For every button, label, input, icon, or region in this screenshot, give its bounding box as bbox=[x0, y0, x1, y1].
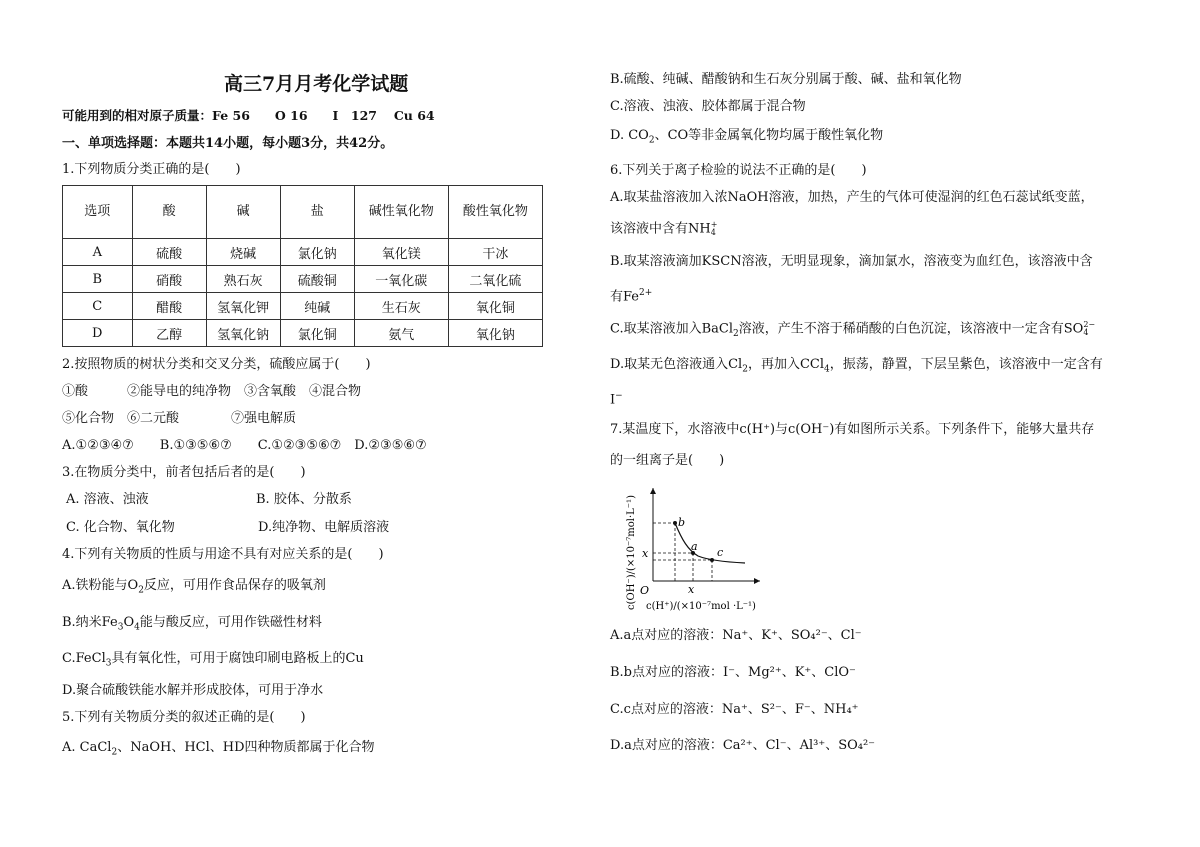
point-a-label: a bbox=[691, 540, 698, 553]
question-6-option-d-cont: I− bbox=[610, 391, 623, 408]
table-row bbox=[63, 293, 543, 320]
question-6-option-d: D.取某无色溶液通入$Cl_2$，再加入CCl$_4$，振荡，静置，下层呈紫色，该溶液中一定含有 bbox=[610, 357, 1103, 375]
x-tick-x: x bbox=[688, 583, 695, 596]
question-5-stem: 5.下列有关物质分类的叙述正确的是( ) bbox=[62, 710, 306, 725]
curve bbox=[675, 523, 745, 563]
atomic-mass-line: 可能用到的相对原子质量：Fe 56 O 16 I 127 Cu 64 bbox=[62, 108, 435, 123]
question-7-stem-cont: 的一组离子是( ) bbox=[610, 453, 725, 468]
table-cell: 生石灰 bbox=[354, 293, 448, 320]
question-2-stem: 2.按照物质的树状分类和交叉分类，硫酸应属于( ) bbox=[62, 357, 371, 372]
question-6-option-a-cont: 该溶液中含有NH + 4 bbox=[610, 220, 718, 237]
point-b-marker bbox=[673, 521, 677, 525]
table-header-cell: 碱 bbox=[206, 186, 280, 239]
x-axis-arrow bbox=[754, 578, 760, 584]
question-7-option-b: B.b点对应的溶液：I⁻、Mg²⁺、K⁺、ClO⁻ bbox=[610, 665, 856, 680]
table-cell: 氢氧化钾 bbox=[206, 293, 280, 320]
question-5-option-c: C.溶液、浊液、胶体都属于混合物 bbox=[610, 99, 806, 114]
question-1-stem: 1.下列物质分类正确的是( ) bbox=[62, 162, 241, 177]
table-header-cell: 选项 bbox=[63, 186, 133, 239]
table-cell: 烧碱 bbox=[206, 239, 280, 266]
question-7-stem: 7.某温度下，水溶液中c(H⁺)与c(OH⁻)有如图所示关系。下列条件下，能够大量共存 bbox=[610, 422, 1095, 437]
table-cell: B bbox=[63, 266, 133, 293]
question-4-option-a: A.铁粉能与$O_2$反应，可用作食品保存的吸氧剂 bbox=[62, 578, 326, 596]
question-3-option-c: C. 化合物、氧化物 bbox=[66, 520, 175, 535]
table-header-cell: 盐 bbox=[280, 186, 354, 239]
table-cell: C bbox=[63, 293, 133, 320]
x-axis-label: c(H⁺)/(×10⁻⁷mol ·L⁻¹) bbox=[646, 601, 756, 612]
table-header-cell: 碱性氧化物 bbox=[354, 186, 448, 239]
question-4-stem: 4.下列有关物质的性质与用途不具有对应关系的是( ) bbox=[62, 547, 384, 562]
question-4-option-c: C.FeCl$_3$具有氧化性，可用于腐蚀印刷电路板上的Cu bbox=[62, 651, 364, 669]
table-cell: 干冰 bbox=[448, 239, 542, 266]
table-cell: D bbox=[63, 320, 133, 347]
question-3-option-d: D.纯净物、电解质溶液 bbox=[258, 520, 390, 535]
table-row bbox=[63, 266, 543, 293]
table-cell: 氯化铜 bbox=[280, 320, 354, 347]
table-cell: 硫酸 bbox=[132, 239, 206, 266]
ion-product-graph bbox=[620, 478, 790, 618]
point-c-label: c bbox=[717, 546, 724, 559]
question-5-option-a: A. CaCl$_2$、NaOH、HCl、HD四种物质都属于化合物 bbox=[62, 740, 375, 758]
question-4-option-b: B.纳米$Fe_3O_4$能与酸反应，可用作铁磁性材料 bbox=[62, 615, 322, 633]
table-cell: 一氧化碳 bbox=[354, 266, 448, 293]
table-cell: 醋酸 bbox=[132, 293, 206, 320]
section-heading: 一、单项选择题：本题共14小题，每小题3分，共42分。 bbox=[62, 136, 394, 151]
table-cell: 氯化钠 bbox=[280, 239, 354, 266]
page-title: 高三7月月考化学试题 bbox=[224, 73, 409, 95]
origin-label: O bbox=[640, 584, 650, 597]
y-axis-label: c(OH⁻)/(×10⁻⁷mol·L⁻¹) bbox=[626, 495, 637, 610]
question-3-option-b: B. 胶体、分散系 bbox=[256, 492, 352, 507]
question-5-option-b: B.硫酸、纯碱、醋酸钠和生石灰分别属于酸、碱、盐和氧化物 bbox=[610, 72, 962, 87]
table-header-row bbox=[63, 186, 543, 239]
table-cell: 氧化镁 bbox=[354, 239, 448, 266]
question-3-stem: 3.在物质分类中，前者包括后者的是( ) bbox=[62, 465, 306, 480]
question-6-option-a: A.取某盐溶液加入浓NaOH溶液，加热，产生的气体可使湿润的红色石蕊试纸变蓝， bbox=[610, 190, 1094, 205]
table-cell: 氧化钠 bbox=[448, 320, 542, 347]
table-cell: 氧化铜 bbox=[448, 293, 542, 320]
question-2-items: ⑤化合物 ⑥二元酸 ⑦强电解质 bbox=[62, 411, 297, 426]
classification-table bbox=[62, 185, 543, 347]
table-header-cell: 酸 bbox=[132, 186, 206, 239]
table-cell: 纯碱 bbox=[280, 293, 354, 320]
table-cell: A bbox=[63, 239, 133, 266]
table-cell: 硫酸铜 bbox=[280, 266, 354, 293]
point-b-label: b bbox=[678, 516, 686, 529]
question-3-option-a: A. 溶液、浊液 bbox=[66, 492, 149, 507]
table-header-cell: 酸性氧化物 bbox=[448, 186, 542, 239]
y-tick-x: x bbox=[642, 547, 649, 560]
table-cell: 乙醇 bbox=[132, 320, 206, 347]
table-cell: 二氧化硫 bbox=[448, 266, 542, 293]
question-2-items: ①酸 ②能导电的纯净物 ③含氧酸 ④混合物 bbox=[62, 384, 362, 399]
question-6-option-c: C.取某溶液加入BaCl$_2$溶液，产生不溶于稀硝酸的白色沉淀，该溶液中一定含有SO 2− 4 bbox=[610, 320, 1096, 340]
table-row bbox=[63, 239, 543, 266]
question-7-option-c: C.c点对应的溶液：Na⁺、S²⁻、F⁻、NH₄⁺ bbox=[610, 702, 859, 717]
question-6-option-b-cont: 有$Fe^{2+}$ bbox=[610, 288, 653, 305]
table-cell: 氢氧化钠 bbox=[206, 320, 280, 347]
question-6-option-b: B.取某溶液滴加KSCN溶液，无明显现象，滴加氯水，溶液变为血红色，该溶液中含 bbox=[610, 254, 1093, 269]
point-c-marker bbox=[710, 558, 714, 562]
table-cell: 熟石灰 bbox=[206, 266, 280, 293]
table-cell: 硝酸 bbox=[132, 266, 206, 293]
table-row bbox=[63, 320, 543, 347]
y-axis-arrow bbox=[650, 488, 656, 494]
question-2-options: A.①②③④⑦ B.①③⑤⑥⑦ C.①②③⑤⑥⑦ D.②③⑤⑥⑦ bbox=[62, 438, 427, 453]
question-7-option-a: A.a点对应的溶液：Na⁺、K⁺、SO₄²⁻、Cl⁻ bbox=[610, 628, 862, 643]
question-5-option-d: D. $CO_2$、CO等非金属氧化物均属于酸性氧化物 bbox=[610, 128, 884, 146]
question-7-option-d: D.a点对应的溶液：Ca²⁺、Cl⁻、Al³⁺、SO₄²⁻ bbox=[610, 738, 876, 753]
question-6-stem: 6.下列关于离子检验的说法不正确的是( ) bbox=[610, 163, 867, 178]
table-cell: 氨气 bbox=[354, 320, 448, 347]
question-4-option-d: D.聚合硫酸铁能水解并形成胶体，可用于净水 bbox=[62, 683, 324, 698]
